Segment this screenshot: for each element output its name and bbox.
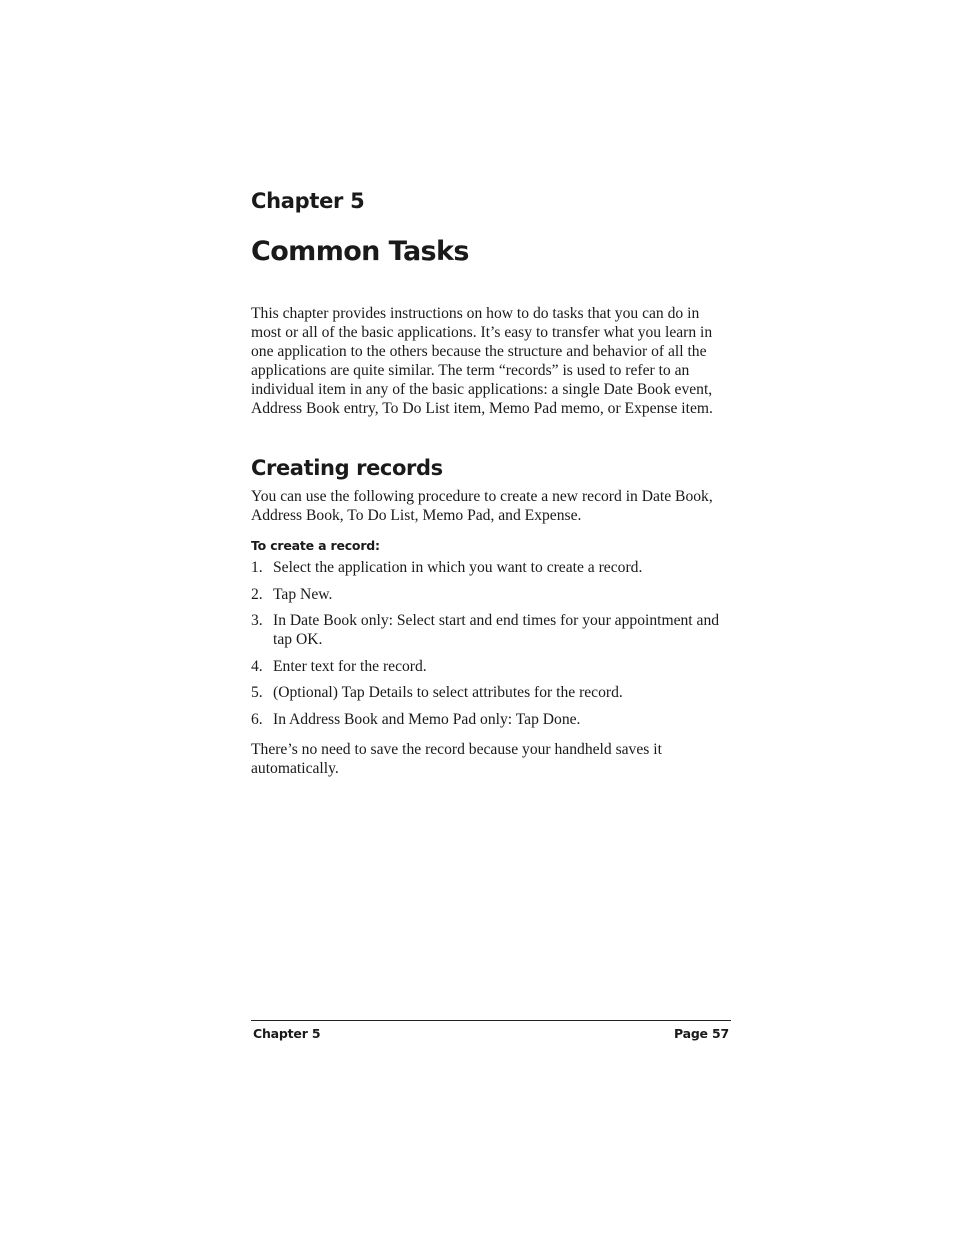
step-text: Enter text for the record. bbox=[273, 657, 427, 675]
chapter-title: Common Tasks bbox=[251, 236, 469, 267]
step-number: 4. bbox=[251, 657, 263, 675]
footer-page-number: Page 57 bbox=[673, 1026, 729, 1041]
step-number: 3. bbox=[251, 612, 263, 629]
step-number: 6. bbox=[251, 710, 263, 728]
footer-chapter-label: Chapter 5 bbox=[253, 1026, 321, 1041]
chapter-intro-paragraph: This chapter provides instructions on how to do tasks that you can do in most or all of the basic applications. It’s easy to transfer what you learn in one application to the others because the structure and behavior of all the applications are quite similar. The term “records” is used to refer to an individual item in any of the basic applications: a single Date Book event, Address Book entry, To Do List item, Memo Pad memo, or Expense item. bbox=[251, 305, 713, 417]
list-item bbox=[251, 657, 731, 676]
step-number: 2. bbox=[251, 585, 263, 603]
step-text: (Optional) Tap Details to select attributes for the record. bbox=[273, 684, 623, 701]
step-text: Tap New. bbox=[273, 585, 333, 603]
step-text: Select the application in which you want to create a record. bbox=[273, 559, 643, 576]
step-number: 5. bbox=[251, 684, 263, 701]
step-text: In Date Book only: Select start and end times for your appointment and tap OK. bbox=[273, 612, 720, 648]
closing-paragraph: There’s no need to save the record because your handheld saves it automatically. bbox=[251, 741, 662, 777]
section-heading: Creating records bbox=[251, 456, 443, 480]
list-item bbox=[251, 710, 731, 729]
list-item bbox=[251, 585, 731, 604]
section-intro-paragraph: You can use the following procedure to create a new record in Date Book, Address Book, To Do List, Memo Pad, and Expense. bbox=[251, 488, 713, 524]
list-item bbox=[251, 558, 731, 577]
footer-divider bbox=[251, 1020, 731, 1021]
list-item bbox=[251, 611, 731, 649]
list-item bbox=[251, 683, 731, 702]
step-number: 1. bbox=[251, 559, 263, 576]
chapter-label: Chapter 5 bbox=[251, 189, 365, 213]
step-text: In Address Book and Memo Pad only: Tap Done. bbox=[273, 710, 581, 728]
procedure-steps-list bbox=[251, 558, 731, 736]
procedure-heading: To create a record: bbox=[251, 538, 380, 553]
